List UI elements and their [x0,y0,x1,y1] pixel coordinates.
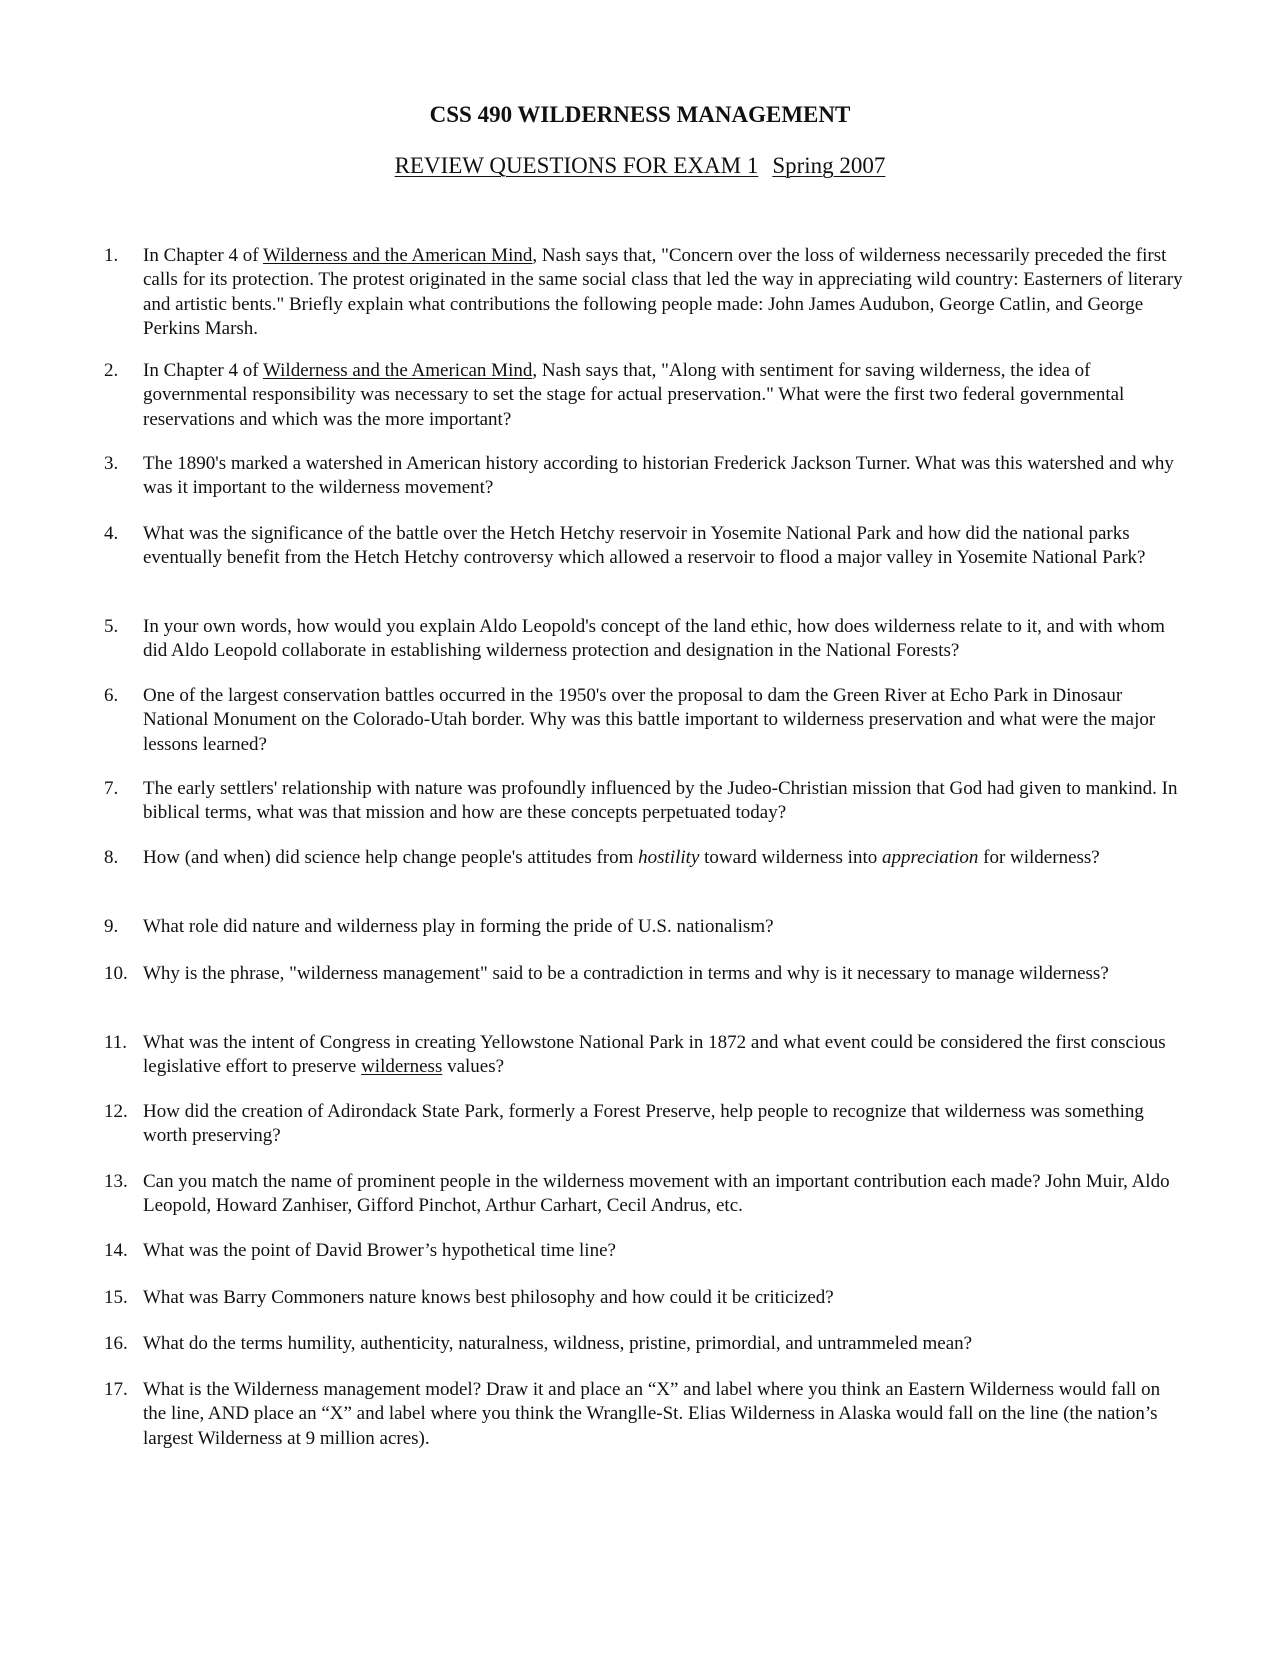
question-text-part: In Chapter 4 of [143,245,263,266]
question-text-part: toward wilderness into [699,847,882,868]
question-text: The 1890's marked a watershed in American history according to historian Frederick Jackson Turner. What was this watershed and why was it important to the wilderness movement? [143,453,1174,499]
question-text: How did the creation of Adirondack State Park, formerly a Forest Preserve, help people to recognize that wilderness was something worth preserving? [143,1101,1144,1147]
question-14 [104,1239,1184,1263]
question-number: 5. [104,616,119,637]
question-number: 12. [104,1101,128,1122]
question-12 [104,1100,1184,1149]
question-number: 8. [104,847,119,868]
question-number: 9. [104,916,119,937]
emphasis-hostility: hostility [638,847,700,868]
subtitle-term: Spring 2007 [772,153,886,178]
question-text: What was the significance of the battle over the Hetch Hetchy reservoir in Yosemite National Park and how did the national parks eventually benefit from the Hetch Hetchy controversy which allowed a reservoir to flood a major valley in Yosemite National Park? [143,523,1146,569]
question-text-part: , Nash says that, "Along with sentiment for saving wilderness, the idea of governmental responsibility was necessary to set the stage for actual preservation." What were the first two federal governmental reservations and which was the more important? [143,360,1125,430]
question-text: One of the largest conservation battles occurred in the 1950's over the proposal to dam the Green River at Echo Park in Dinosaur National Monument on the Colorado-Utah border. Why was this battle important to wilderness preservation and what were the major lessons learned? [143,685,1156,755]
question-text [143,359,1184,432]
question-number: 4. [104,523,119,544]
document-subtitle [0,152,1280,180]
question-number: 16. [104,1333,128,1354]
question-number: 14. [104,1240,128,1261]
question-text: The early settlers' relationship with nature was profoundly influenced by the Judeo-Christian mission that God had given to mankind. In biblical terms, what was that mission and how are these concepts perpetuated today? [143,778,1178,824]
question-number: 10. [104,963,128,984]
question-text: What was Barry Commoners nature knows best philosophy and how could it be criticized? [143,1287,834,1308]
question-6 [104,684,1184,757]
question-number: 2. [104,360,119,381]
question-17 [104,1378,1184,1451]
question-7 [104,777,1184,826]
question-text-part: , Nash says that, "Concern over the loss of wilderness necessarily preceded the first calls for its protection. The protest originated in the same social class that led the way in appreciating wild country: Easterners of literary and artistic bents." Briefly explain what contributions the following people made: John James Audubon, George Catlin, and George Perkins Marsh. [143,245,1183,340]
question-text: Why is the phrase, "wilderness management" said to be a contradiction in terms and why is it necessary to manage wilderness? [143,963,1109,984]
question-text: What was the point of David Brower’s hypothetical time line? [143,1240,616,1261]
question-number: 11. [104,1032,128,1053]
question-number: 6. [104,685,119,706]
question-text-part: What was the intent of Congress in creating Yellowstone National Park in 1872 and what event could be considered the first conscious legislative effort to preserve [143,1032,1166,1078]
document-title: CSS 490 WILDERNESS MANAGEMENT [429,102,851,127]
question-text-part: values? [442,1056,505,1078]
question-2 [104,359,1184,432]
question-13 [104,1170,1184,1219]
question-text-part: In Chapter 4 of [143,360,263,381]
question-number: 7. [104,778,119,799]
book-title: Wilderness and the American Mind [262,245,533,266]
question-16 [104,1332,1184,1356]
question-text: In your own words, how would you explain Aldo Leopold's concept of the land ethic, how does wilderness relate to it, and with whom did Aldo Leopold collaborate in establishing wilderness protection and designation in the National Forests? [143,616,1165,662]
subtitle-exam: REVIEW QUESTIONS FOR EXAM 1 [394,153,759,178]
question-text: Can you match the name of prominent people in the wilderness movement with an important contribution each made? John Muir, Aldo Leopold, Howard Zanhiser, Gifford Pinchot, Arthur Carhart, Cecil Andrus, etc. [143,1171,1170,1217]
question-number: 13. [104,1171,128,1192]
question-1 [104,244,1184,342]
question-text [143,244,1184,342]
question-text: What role did nature and wilderness play in forming the pride of U.S. nationalism? [143,916,774,937]
question-text [143,1031,1184,1080]
emphasis-appreciation: appreciation [881,847,979,868]
question-10 [104,962,1184,986]
question-number: 1. [104,245,119,266]
question-number: 17. [104,1379,128,1400]
question-text-part: How (and when) did science help change people's attitudes from [143,847,639,868]
book-title: Wilderness and the American Mind [262,360,533,381]
question-8 [104,846,1184,870]
underlined-word: wilderness [361,1056,443,1078]
question-text [143,846,1184,870]
question-number: 3. [104,453,119,474]
question-15 [104,1286,1184,1310]
question-number: 15. [104,1287,128,1308]
question-3 [104,452,1184,501]
question-11 [104,1031,1184,1080]
question-5 [104,615,1184,664]
question-9 [104,915,1184,939]
question-text-part: for wilderness? [978,847,1100,868]
question-text: What is the Wilderness management model? Draw it and place an “X” and label where you think an Eastern Wilderness would fall on the line, AND place an “X” and label where you think the Wranglle-St. Elias Wilderness in Alaska would fall on the line (the nation’s largest Wilderness at 9 million acres). [143,1379,1161,1449]
question-4 [104,522,1184,571]
question-text: What do the terms humility, authenticity, naturalness, wildness, pristine, primordial, and untrammeled mean? [143,1333,973,1354]
